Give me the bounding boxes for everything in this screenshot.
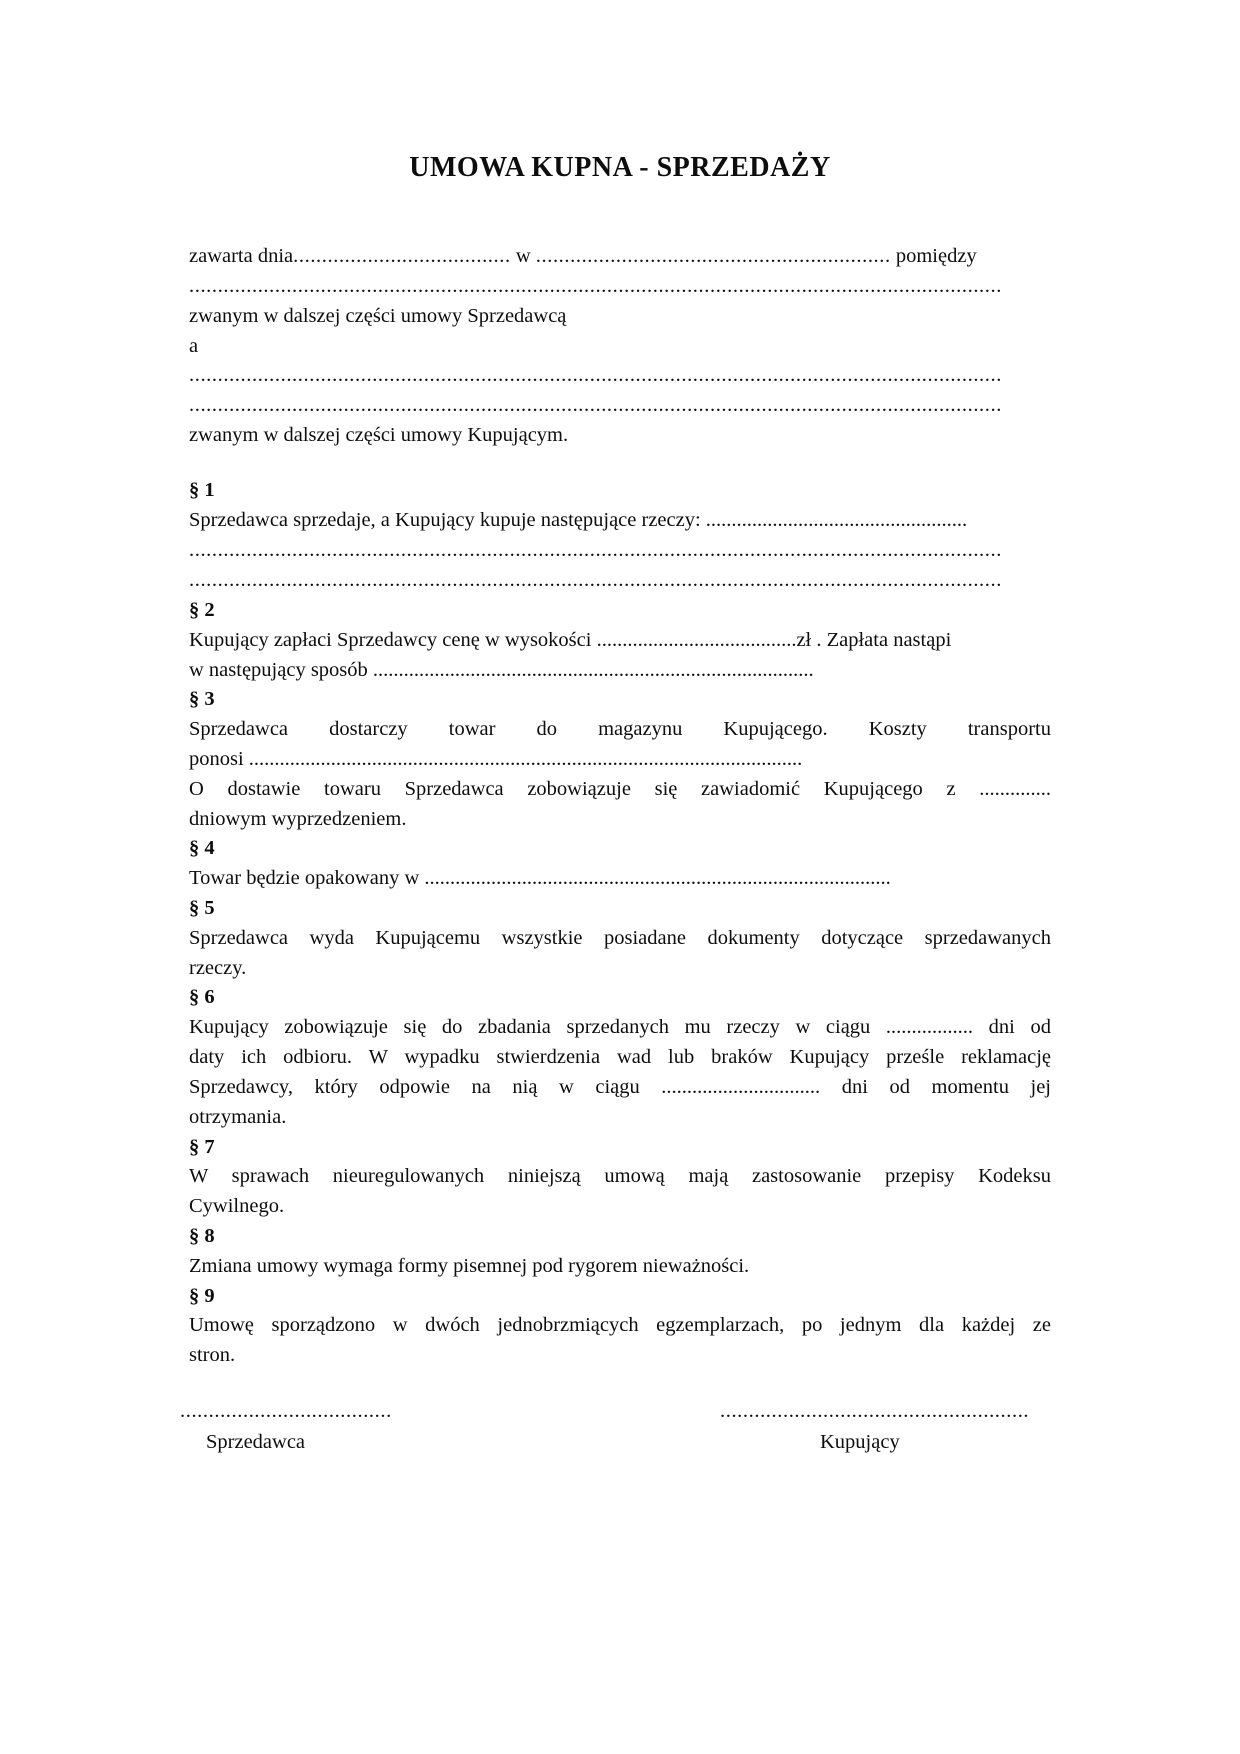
section-5 <box>189 894 1051 983</box>
section-1-line-2[interactable]: .............................................................................................................................................. <box>189 538 1002 561</box>
section-6-line-3: Sprzedawcy, który odpowie na nią w ciągu ............................... dni od momentu jej <box>189 1075 1051 1098</box>
signature-seller-line[interactable]: ..................................... <box>180 1400 392 1422</box>
section-6-line-1: Kupujący zobowiązuje się do zbadania sprzedanych mu rzeczy w ciągu ................. dni od <box>189 1016 1051 1039</box>
intro-line-1 <box>189 242 1051 272</box>
section-7 <box>189 1133 1051 1222</box>
intro-seller-caption: zwanym w dalszej części umowy Sprzedawcą <box>189 304 567 327</box>
intro-dots-buyer-2[interactable]: .............................................................................................................................................. <box>189 394 1002 417</box>
section-6 <box>189 983 1051 1132</box>
signature-seller-label: Sprzedawca <box>206 1430 306 1453</box>
section-9-line-1: Umowę sporządzono w dwóch jednobrzmiących egzemplarzach, po jednym dla każdej ze <box>189 1314 1051 1337</box>
intro-label-place: w <box>515 245 531 267</box>
signature-buyer-label: Kupujący <box>820 1430 900 1453</box>
section-9-line-2: stron. <box>189 1344 236 1367</box>
section-7-line-2: Cywilnego. <box>189 1195 285 1218</box>
intro-conjunction: a <box>189 334 199 357</box>
section-9 <box>189 1282 1051 1371</box>
section-8-sign: § 8 <box>189 1224 215 1247</box>
section-3-line-4: dniowym wyprzedzeniem. <box>189 807 407 830</box>
intro-block <box>189 242 1051 451</box>
section-8-line-1: Zmiana umowy wymaga formy pisemnej pod rygorem nieważności. <box>189 1254 750 1277</box>
section-1 <box>189 476 1051 596</box>
section-3 <box>189 685 1051 834</box>
section-3-line-1: Sprzedawca dostarczy towar do magazynu Kupującego. Koszty transportu <box>189 718 1051 741</box>
contract-body <box>189 184 1051 1371</box>
intro-dots-buyer-1[interactable]: .............................................................................................................................................. <box>189 364 1002 387</box>
section-2-sign: § 2 <box>189 598 215 621</box>
intro-dots-seller-1[interactable]: .............................................................................................................................................. <box>189 274 1002 297</box>
spacer <box>189 451 1051 476</box>
section-9-sign: § 9 <box>189 1284 215 1307</box>
section-7-sign: § 7 <box>189 1135 215 1158</box>
section-6-sign: § 6 <box>189 986 215 1009</box>
section-5-line-1: Sprzedawca wyda Kupującemu wszystkie posiadane dokumenty dotyczące sprzedawanych <box>189 926 1051 949</box>
section-3-line-3: O dostawie towaru Sprzedawca zobowiązuje się zawiadomić Kupującego z .............. <box>189 777 1051 800</box>
signature-buyer <box>720 1400 1060 1454</box>
intro-dots-date[interactable]: ...................................... <box>293 245 511 267</box>
section-6-line-2: daty ich odbioru. W wypadku stwierdzenia wad lub braków Kupujący prześle reklamację <box>189 1046 1051 1069</box>
section-1-sign: § 1 <box>189 479 215 502</box>
signature-block <box>0 1400 1240 1454</box>
section-3-line-2: ponosi ............................................................................................................ <box>189 747 803 770</box>
section-5-sign: § 5 <box>189 897 215 919</box>
section-7-line-1: W sprawach nieuregulowanych niniejszą umową mają zastosowanie przepisy Kodeksu <box>189 1165 1051 1188</box>
signature-row <box>180 1400 1060 1454</box>
intro-label-date: zawarta dnia <box>189 245 294 267</box>
signature-buyer-line[interactable]: ...................................................... <box>720 1400 1030 1422</box>
section-3-sign: § 3 <box>189 688 215 711</box>
section-4 <box>189 834 1051 894</box>
section-5-line-2: rzeczy. <box>189 956 247 979</box>
section-6-line-4: otrzymania. <box>189 1105 287 1128</box>
intro-dots-place[interactable]: .............................................................. <box>535 245 891 267</box>
intro-label-between: pomiędzy <box>895 245 977 267</box>
section-2-line-2: w następujący sposób ...................................................................................... <box>189 658 814 681</box>
section-4-sign: § 4 <box>189 837 215 860</box>
section-1-line-1: Sprzedawca sprzedaje, a Kupujący kupuje następujące rzeczy: ................................................... <box>189 509 968 532</box>
signature-seller <box>180 1400 520 1454</box>
section-4-line-1: Towar będzie opakowany w ........................................................................................... <box>189 867 891 890</box>
section-8 <box>189 1222 1051 1282</box>
section-1-line-3[interactable]: .............................................................................................................................................. <box>189 568 1002 591</box>
page-title: UMOWA KUPNA - SPRZEDAŻY <box>409 152 831 183</box>
intro-buyer-caption: zwanym w dalszej części umowy Kupującym. <box>189 424 569 447</box>
section-2 <box>189 596 1051 685</box>
section-2-line-1: Kupujący zapłaci Sprzedawcy cenę w wysokości .......................................zł . Zapłata nastąpi <box>189 628 952 651</box>
